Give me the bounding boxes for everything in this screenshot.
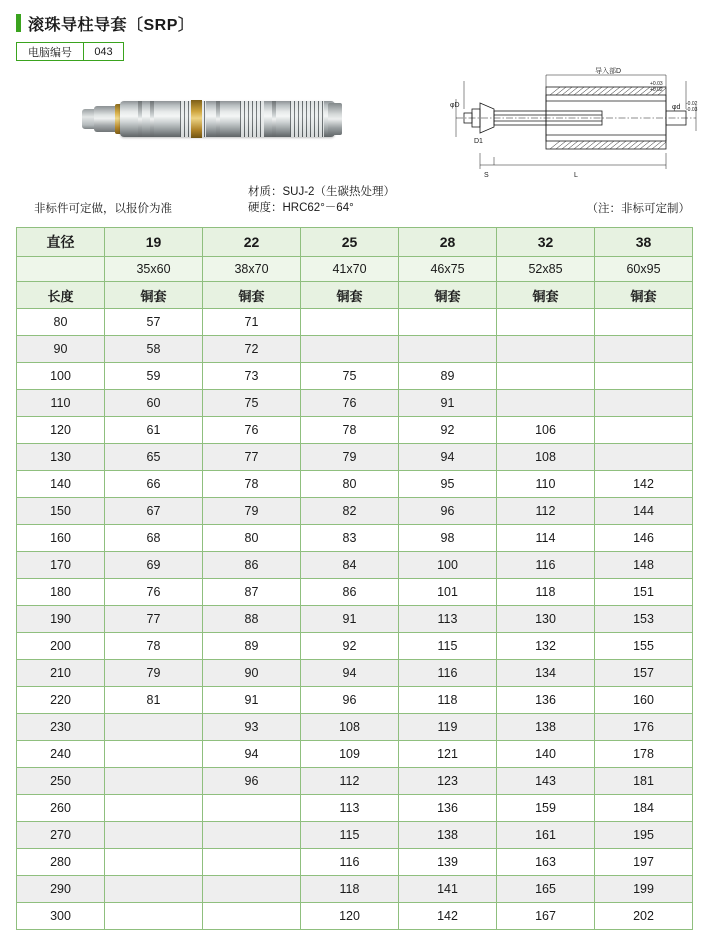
cell-value: 81 xyxy=(105,687,203,714)
cell-value: 93 xyxy=(203,714,301,741)
title-text: 滚珠导柱导套〔SRP〕 xyxy=(28,16,195,34)
note-right: （注：非标可定制） xyxy=(586,203,690,215)
cell-value xyxy=(203,849,301,876)
table-header-diameter xyxy=(17,228,693,257)
computer-code-label: 电脑编号 xyxy=(17,43,84,60)
cell-value: 115 xyxy=(399,633,497,660)
cell-value: 118 xyxy=(301,876,399,903)
drawing-label-d1: D1 xyxy=(474,138,483,145)
cell-value: 151 xyxy=(595,579,693,606)
cell-value xyxy=(399,309,497,336)
drawing-svg xyxy=(434,65,704,183)
cell-value: 77 xyxy=(203,444,301,471)
table-row xyxy=(17,876,693,903)
table-row xyxy=(17,768,693,795)
cell-value xyxy=(399,336,497,363)
cell-value xyxy=(497,363,595,390)
cell-value: 77 xyxy=(105,606,203,633)
cell-value: 96 xyxy=(301,687,399,714)
cell-value: 176 xyxy=(595,714,693,741)
cell-value: 167 xyxy=(497,903,595,930)
cell-value: 136 xyxy=(497,687,595,714)
cell-value: 71 xyxy=(203,309,301,336)
cell-value: 109 xyxy=(301,741,399,768)
cell-value: 118 xyxy=(399,687,497,714)
cell-value: 153 xyxy=(595,606,693,633)
cell-value: 159 xyxy=(497,795,595,822)
header-type-1: 铜套 xyxy=(203,282,301,309)
cell-value: 181 xyxy=(595,768,693,795)
brass-ring-mid xyxy=(191,100,202,138)
cell-value: 115 xyxy=(301,822,399,849)
cell-value: 66 xyxy=(105,471,203,498)
page-title xyxy=(16,0,692,36)
header-size-4: 52x85 xyxy=(497,257,595,282)
cell-value xyxy=(105,903,203,930)
cell-value xyxy=(595,336,693,363)
table-row xyxy=(17,606,693,633)
table-row xyxy=(17,903,693,930)
cell-value: 75 xyxy=(203,390,301,417)
cell-value: 142 xyxy=(399,903,497,930)
figures-area xyxy=(16,65,698,183)
cell-value: 84 xyxy=(301,552,399,579)
cell-value: 184 xyxy=(595,795,693,822)
table-row xyxy=(17,822,693,849)
cell-value: 98 xyxy=(399,525,497,552)
cell-value: 69 xyxy=(105,552,203,579)
cell-value: 116 xyxy=(399,660,497,687)
cell-value xyxy=(105,795,203,822)
cell-value: 199 xyxy=(595,876,693,903)
header-size-3: 46x75 xyxy=(399,257,497,282)
cell-length: 180 xyxy=(17,579,105,606)
header-type-2: 铜套 xyxy=(301,282,399,309)
cell-value: 112 xyxy=(497,498,595,525)
cell-length: 210 xyxy=(17,660,105,687)
cell-value: 94 xyxy=(399,444,497,471)
cell-value: 91 xyxy=(301,606,399,633)
cell-value: 75 xyxy=(301,363,399,390)
cell-length: 110 xyxy=(17,390,105,417)
cell-value xyxy=(105,741,203,768)
cell-value: 163 xyxy=(497,849,595,876)
table-row xyxy=(17,525,693,552)
cell-value xyxy=(595,444,693,471)
cell-value: 76 xyxy=(203,417,301,444)
drawing-label-l: L xyxy=(574,172,578,179)
cell-length: 270 xyxy=(17,822,105,849)
cell-value: 178 xyxy=(595,741,693,768)
cell-value xyxy=(105,822,203,849)
cell-value: 130 xyxy=(497,606,595,633)
cell-length: 260 xyxy=(17,795,105,822)
cell-value: 67 xyxy=(105,498,203,525)
table-row xyxy=(17,687,693,714)
table-row xyxy=(17,660,693,687)
cell-value xyxy=(497,336,595,363)
cell-value: 114 xyxy=(497,525,595,552)
cell-value: 89 xyxy=(203,633,301,660)
cell-value: 100 xyxy=(399,552,497,579)
cell-value: 88 xyxy=(203,606,301,633)
header-diameter-4: 32 xyxy=(497,228,595,257)
cell-value: 110 xyxy=(497,471,595,498)
cell-value xyxy=(203,822,301,849)
header-type-4: 铜套 xyxy=(497,282,595,309)
cell-value: 73 xyxy=(203,363,301,390)
cell-value: 108 xyxy=(497,444,595,471)
cell-value xyxy=(595,363,693,390)
cell-value xyxy=(497,390,595,417)
cell-value: 80 xyxy=(301,471,399,498)
cell-value xyxy=(105,714,203,741)
cell-value: 165 xyxy=(497,876,595,903)
cell-value: 76 xyxy=(105,579,203,606)
cell-value: 121 xyxy=(399,741,497,768)
cell-value xyxy=(595,417,693,444)
header-size-5: 60x95 xyxy=(595,257,693,282)
cell-value xyxy=(203,903,301,930)
cell-value: 79 xyxy=(105,660,203,687)
header-diameter-0: 19 xyxy=(105,228,203,257)
cell-value: 96 xyxy=(399,498,497,525)
note-material-block xyxy=(248,184,395,216)
table-row xyxy=(17,390,693,417)
header-size-blank xyxy=(17,257,105,282)
drawing-label-phid-small: φd xyxy=(672,104,681,111)
cell-value: 195 xyxy=(595,822,693,849)
cell-length: 280 xyxy=(17,849,105,876)
cell-value: 134 xyxy=(497,660,595,687)
cell-length: 90 xyxy=(17,336,105,363)
cell-value: 72 xyxy=(203,336,301,363)
cell-length: 290 xyxy=(17,876,105,903)
cell-value: 116 xyxy=(301,849,399,876)
cell-length: 130 xyxy=(17,444,105,471)
cell-length: 170 xyxy=(17,552,105,579)
svg-text:-0.03: -0.03 xyxy=(686,107,698,113)
cell-value xyxy=(595,390,693,417)
table-row xyxy=(17,417,693,444)
cell-length: 160 xyxy=(17,525,105,552)
header-size-2: 41x70 xyxy=(301,257,399,282)
cell-value: 101 xyxy=(399,579,497,606)
table-row xyxy=(17,579,693,606)
cell-value: 197 xyxy=(595,849,693,876)
cell-value: 59 xyxy=(105,363,203,390)
cell-length: 120 xyxy=(17,417,105,444)
cell-value xyxy=(595,309,693,336)
svg-text:+0.02: +0.02 xyxy=(650,87,663,93)
spec-table xyxy=(16,227,693,930)
drawing-label-phid: φD xyxy=(450,102,460,109)
cell-value: 106 xyxy=(497,417,595,444)
note-left: 非标件可定做，以报价为准 xyxy=(34,203,172,215)
computer-code-value: 043 xyxy=(94,45,113,58)
cell-value: 146 xyxy=(595,525,693,552)
header-diameter-1: 22 xyxy=(203,228,301,257)
cell-value: 91 xyxy=(399,390,497,417)
cell-value: 155 xyxy=(595,633,693,660)
cell-value: 120 xyxy=(301,903,399,930)
cell-value: 157 xyxy=(595,660,693,687)
cell-value xyxy=(105,876,203,903)
table-row xyxy=(17,849,693,876)
pillar-shaft xyxy=(120,101,335,137)
cell-value: 79 xyxy=(301,444,399,471)
cell-value: 94 xyxy=(301,660,399,687)
notes-area xyxy=(16,183,692,225)
cell-value: 87 xyxy=(203,579,301,606)
cell-value: 139 xyxy=(399,849,497,876)
cell-length: 250 xyxy=(17,768,105,795)
table-row xyxy=(17,741,693,768)
cell-value: 123 xyxy=(399,768,497,795)
cell-value: 108 xyxy=(301,714,399,741)
table-row xyxy=(17,552,693,579)
table-row xyxy=(17,309,693,336)
cell-value: 161 xyxy=(497,822,595,849)
computer-code-box xyxy=(16,42,124,61)
header-diameter-3: 28 xyxy=(399,228,497,257)
table-row xyxy=(17,336,693,363)
cell-value: 61 xyxy=(105,417,203,444)
cell-value: 60 xyxy=(105,390,203,417)
cell-value: 82 xyxy=(301,498,399,525)
header-size-0: 35x60 xyxy=(105,257,203,282)
svg-text:-0.02: -0.02 xyxy=(686,101,698,107)
cell-value: 148 xyxy=(595,552,693,579)
cell-value: 79 xyxy=(203,498,301,525)
cell-value: 144 xyxy=(595,498,693,525)
header-type-3: 铜套 xyxy=(399,282,497,309)
cell-value: 113 xyxy=(301,795,399,822)
header-type-5: 铜套 xyxy=(595,282,693,309)
cell-value: 140 xyxy=(497,741,595,768)
cell-length: 300 xyxy=(17,903,105,930)
table-row xyxy=(17,471,693,498)
cell-value xyxy=(497,309,595,336)
header-size-1: 38x70 xyxy=(203,257,301,282)
cell-length: 190 xyxy=(17,606,105,633)
header-diameter-5: 38 xyxy=(595,228,693,257)
table-header-type xyxy=(17,282,693,309)
cell-value: 86 xyxy=(203,552,301,579)
table-row xyxy=(17,498,693,525)
table-header-size xyxy=(17,257,693,282)
cell-value: 143 xyxy=(497,768,595,795)
cell-value: 141 xyxy=(399,876,497,903)
cell-value: 202 xyxy=(595,903,693,930)
cell-value xyxy=(301,309,399,336)
cell-value: 68 xyxy=(105,525,203,552)
cell-length: 140 xyxy=(17,471,105,498)
cell-value: 78 xyxy=(203,471,301,498)
cell-value: 132 xyxy=(497,633,595,660)
table-row xyxy=(17,795,693,822)
cell-value: 86 xyxy=(301,579,399,606)
cell-value xyxy=(203,876,301,903)
drawing-label-s: S xyxy=(484,172,489,179)
title-accent-bar xyxy=(16,14,21,32)
cell-value: 142 xyxy=(595,471,693,498)
cell-length: 150 xyxy=(17,498,105,525)
cell-value xyxy=(105,849,203,876)
cell-value: 112 xyxy=(301,768,399,795)
cell-length: 80 xyxy=(17,309,105,336)
header-type-0: 铜套 xyxy=(105,282,203,309)
cell-value xyxy=(105,768,203,795)
note-material: 材质：SUJ-2（生碳热处理） xyxy=(248,186,395,198)
note-hardness: 硬度：HRC62°－64° xyxy=(248,202,354,214)
cell-value: 65 xyxy=(105,444,203,471)
cell-value: 78 xyxy=(301,417,399,444)
cell-length: 100 xyxy=(17,363,105,390)
table-row xyxy=(17,363,693,390)
cell-length: 240 xyxy=(17,741,105,768)
cell-value: 160 xyxy=(595,687,693,714)
cell-value: 116 xyxy=(497,552,595,579)
table-row xyxy=(17,714,693,741)
header-diameter-label: 直径 xyxy=(17,228,105,257)
svg-text:+0.03: +0.03 xyxy=(650,81,663,87)
cell-value: 78 xyxy=(105,633,203,660)
product-photo xyxy=(60,73,360,173)
cell-value: 89 xyxy=(399,363,497,390)
cell-value: 95 xyxy=(399,471,497,498)
technical-drawing xyxy=(434,65,704,183)
cell-value: 92 xyxy=(399,417,497,444)
cell-length: 220 xyxy=(17,687,105,714)
drawing-label-top: 导入部D xyxy=(594,68,622,75)
cell-value: 76 xyxy=(301,390,399,417)
cell-value: 83 xyxy=(301,525,399,552)
cell-value: 138 xyxy=(497,714,595,741)
cell-value: 90 xyxy=(203,660,301,687)
cell-length: 200 xyxy=(17,633,105,660)
cell-value: 94 xyxy=(203,741,301,768)
cell-value: 80 xyxy=(203,525,301,552)
cell-value: 96 xyxy=(203,768,301,795)
cell-value: 58 xyxy=(105,336,203,363)
cell-value: 113 xyxy=(399,606,497,633)
header-diameter-2: 25 xyxy=(301,228,399,257)
table-row xyxy=(17,444,693,471)
cell-value: 119 xyxy=(399,714,497,741)
header-length-label: 长度 xyxy=(17,282,105,309)
cell-value: 92 xyxy=(301,633,399,660)
cell-value: 57 xyxy=(105,309,203,336)
pillar-end-cap xyxy=(328,103,342,135)
cell-value: 138 xyxy=(399,822,497,849)
cell-value: 91 xyxy=(203,687,301,714)
cell-value: 136 xyxy=(399,795,497,822)
cell-length: 230 xyxy=(17,714,105,741)
cell-value: 118 xyxy=(497,579,595,606)
table-row xyxy=(17,633,693,660)
cell-value xyxy=(301,336,399,363)
cell-value xyxy=(203,795,301,822)
